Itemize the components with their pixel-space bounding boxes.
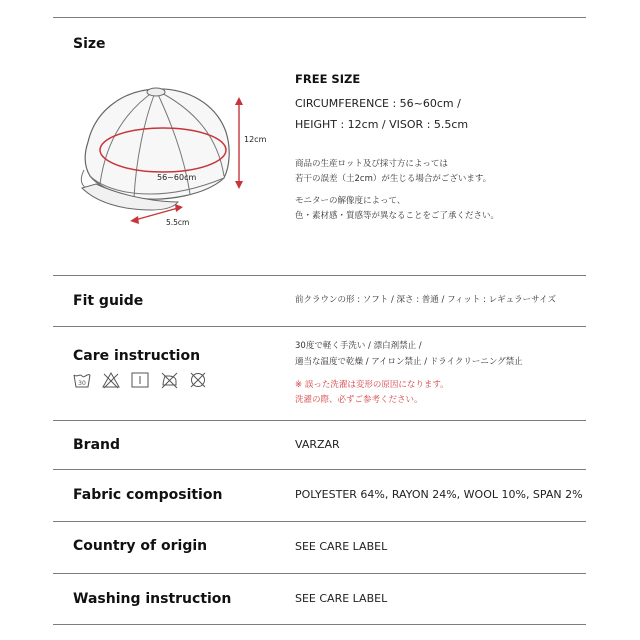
circumference-label: 56~60cm — [157, 173, 197, 182]
size-note-4: 色・素材感・質感等が異なることをご了承ください。 — [295, 211, 500, 221]
size-heading: Size — [73, 36, 106, 52]
brand-heading: Brand — [73, 437, 121, 453]
washing-heading: Washing instruction — [73, 591, 232, 607]
top-divider — [53, 17, 586, 18]
origin-heading: Country of origin — [73, 538, 208, 554]
care-heading: Care instruction — [73, 348, 201, 364]
cap-crown — [85, 89, 229, 199]
divider-fit-care — [53, 326, 586, 327]
height-label: 12cm — [244, 135, 267, 144]
care-line-2: 適当な温度で乾燥 / アイロン禁止 / ドライクリーニング禁止 — [295, 357, 523, 367]
no-iron-icon — [159, 371, 179, 389]
no-dry-clean-icon — [188, 371, 208, 389]
size-note-1: 商品の生産ロット及び採寸方によっては — [295, 159, 448, 169]
divider-size-fit — [53, 275, 586, 276]
origin-value: SEE CARE LABEL — [295, 540, 388, 553]
care-icons-row — [72, 371, 208, 389]
no-bleach-icon — [101, 371, 121, 389]
fabric-heading: Fabric composition — [73, 487, 223, 503]
fit-guide-value: 前クラウンの形 : ソフト / 深さ : 普通 / フィット : レギュラーサイズ — [295, 295, 556, 305]
hand-wash-30-icon — [72, 371, 92, 389]
washing-value: SEE CARE LABEL — [295, 592, 388, 605]
size-note-2: 若干の誤差（土2cm）が生じる場合がございます。 — [295, 174, 492, 184]
care-warning-1: ※ 誤った洗濯は変形の原因になります。 — [295, 380, 449, 390]
fabric-value: POLYESTER 64%, RAYON 24%, WOOL 10%, SPAN 2% — [295, 488, 583, 501]
bottom-divider — [53, 624, 586, 625]
divider-care-brand — [53, 420, 586, 421]
cap-size-diagram — [66, 80, 276, 230]
care-line-1: 30度で軽く手洗い / 漂白剤禁止 / — [295, 341, 422, 351]
measure-line-1: CIRCUMFERENCE : 56~60cm / — [295, 97, 461, 110]
divider-brand-fabric — [53, 469, 586, 470]
divider-origin-washing — [53, 573, 586, 574]
svg-text:30: 30 — [78, 380, 86, 387]
visor-label: 5.5cm — [166, 218, 190, 227]
measure-line-2: HEIGHT : 12cm / VISOR : 5.5cm — [295, 118, 469, 131]
brand-value: VARZAR — [295, 438, 340, 451]
size-note-3: モニターの解像度によって、 — [295, 196, 406, 206]
free-size-title: FREE SIZE — [295, 72, 361, 86]
cap-button — [147, 88, 165, 96]
care-warning-2: 洗濯の際、必ずご参考ください。 — [295, 395, 423, 405]
tumble-dry-icon — [130, 371, 150, 389]
divider-fabric-origin — [53, 521, 586, 522]
fit-guide-heading: Fit guide — [73, 293, 144, 309]
